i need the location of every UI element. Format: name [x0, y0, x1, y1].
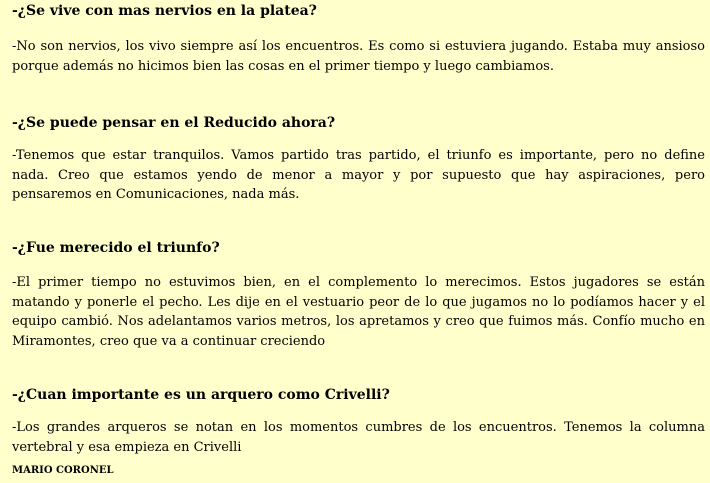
- answer-4: -Los grandes arqueros se notan en los momentos cumbres de los encuentros. Tenemos la columna vertebral y esa empieza en Crivelli: [12, 420, 705, 455]
- answer-1: -No son nervios, los vivo siempre así los encuentros. Es como si estuviera jugando. Estaba muy ansioso porque además no hicimos bien las cosas en el primer tiempo y luego cambiamos.: [12, 39, 705, 74]
- question-4: -¿Cuan importante es un arquero como Crivelli?: [12, 387, 390, 403]
- question-1: -¿Se vive con mas nervios en la platea?: [12, 3, 317, 19]
- answer-3: -El primer tiempo no estuvimos bien, en el complemento lo merecimos. Estos jugadores se están matando y ponerle el pecho. Les dije en el vestuario peor de lo que jugamos no lo podíamos hacer y el equipo cambió. Nos adelantamos varios metros, los apretamos y creo que fuimos más. Confío mucho en Miramontes, creo que va a continuar creciendo: [12, 275, 705, 349]
- question-3: -¿Fue merecido el triunfo?: [12, 240, 220, 256]
- answer-2: -Tenemos que estar tranquilos. Vamos partido tras partido, el triunfo es importante, pero no define nada. Creo que estamos yendo de menor a mayor y por supuesto que hay aspiraciones, pero pensaremos en Comunicaciones, nada más.: [12, 148, 705, 202]
- author-signature: MARIO CORONEL: [12, 465, 114, 476]
- question-2: -¿Se puede pensar en el Reducido ahora?: [12, 115, 336, 131]
